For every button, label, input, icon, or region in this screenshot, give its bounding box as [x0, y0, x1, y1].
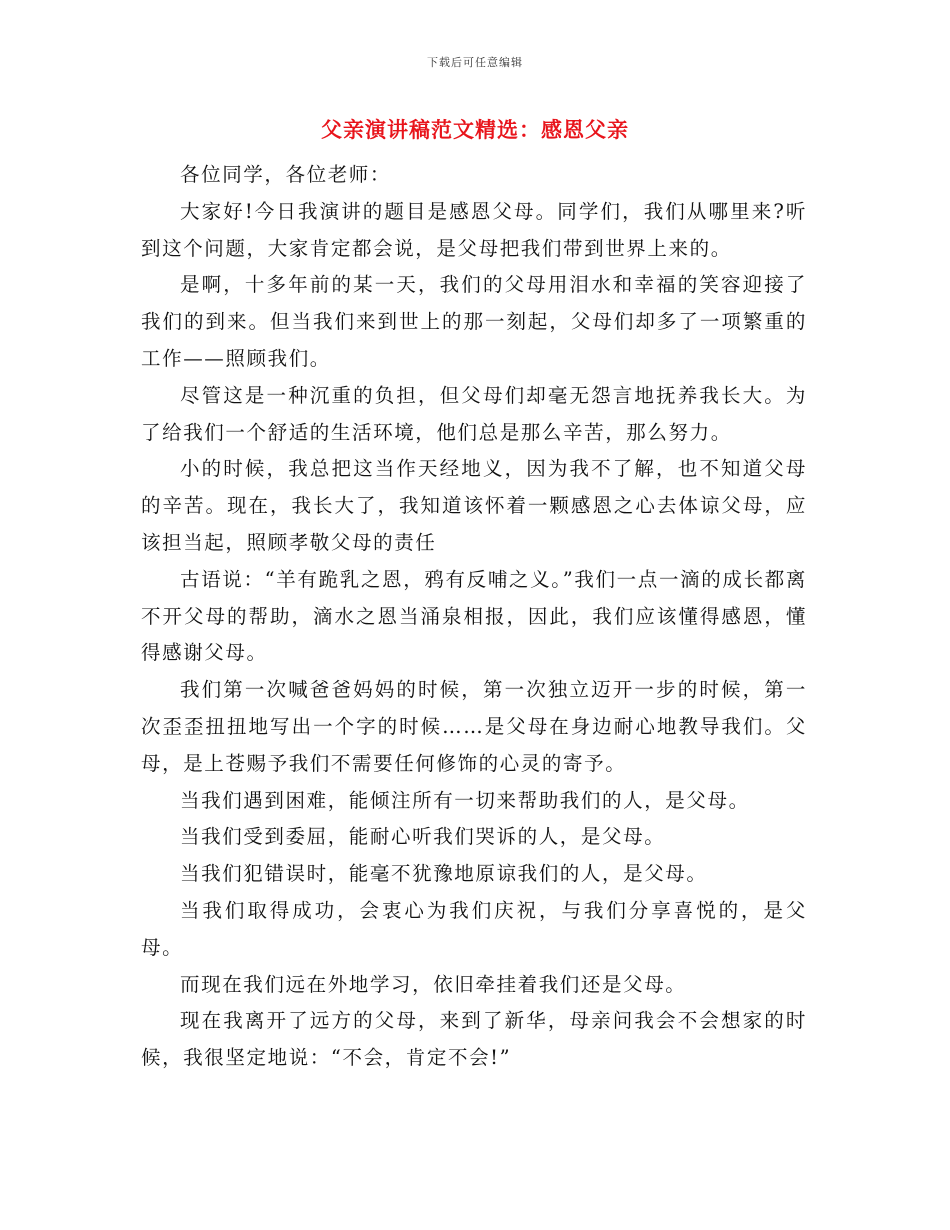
paragraph: 当我们受到委屈，能耐心听我们哭诉的人，是父母。	[180, 825, 666, 849]
header-note: 下载后可任意编辑	[427, 56, 523, 69]
paragraph: 当我们遇到困难，能倾注所有一切来帮助我们的人，是父母。	[180, 788, 750, 812]
paragraph: 而现在我们远在外地学习，依旧牵挂着我们还是父母。	[180, 972, 687, 996]
paragraph-greeting: 各位同学，各位老师：	[180, 163, 392, 186]
paragraph: 小的时候，我总把这当作天经地义，因为我不了解，也不知道父母的辛苦。现在，我长大了，我知道该怀着一颗感恩之心去体谅父母，应该担当起，照顾孝敬父母的责任	[141, 457, 807, 554]
document-title: 父亲演讲稿范文精选：感恩父亲	[321, 117, 629, 142]
paragraph: 是啊，十多年前的某一天，我们的父母用泪水和幸福的笑容迎接了我们的到来。但当我们来到世上的那一刻起，父母们却多了一项繁重的工作——照顾我们。	[141, 273, 807, 370]
paragraph: 大家好!今日我演讲的题目是感恩父母。同学们，我们从哪里来?听到这个问题，大家肯定都会说，是父母把我们带到世界上来的。	[141, 199, 807, 260]
paragraph: 古语说：“羊有跪乳之恩，鸦有反哺之义。”我们一点一滴的成长都离不开父母的帮助，滴水之恩当涌泉相报，因此，我们应该懂得感恩，懂得感谢父母。	[141, 567, 807, 665]
paragraph: 现在我离开了远方的父母，来到了新华，母亲问我会不会想家的时候，我很坚定地说：“不会，肯定不会!”	[141, 1009, 807, 1070]
paragraph: 我们第一次喊爸爸妈妈的时候，第一次独立迈开一步的时候，第一次歪歪扭扭地写出一个字的时候……是父母在身边耐心地教导我们。父母，是上苍赐予我们不需要任何修饰的心灵的寄予。	[141, 678, 807, 775]
paragraph: 尽管这是一种沉重的负担，但父母们却毫无怨言地抚养我长大。为了给我们一个舒适的生活环境，他们总是那么辛苦，那么努力。	[141, 383, 807, 444]
paragraph: 当我们犯错误时，能毫不犹豫地原谅我们的人，是父母。	[180, 862, 708, 886]
paragraph: 当我们取得成功，会衷心为我们庆祝，与我们分享喜悦的，是父母。	[141, 898, 807, 959]
document-body	[141, 157, 807, 1077]
